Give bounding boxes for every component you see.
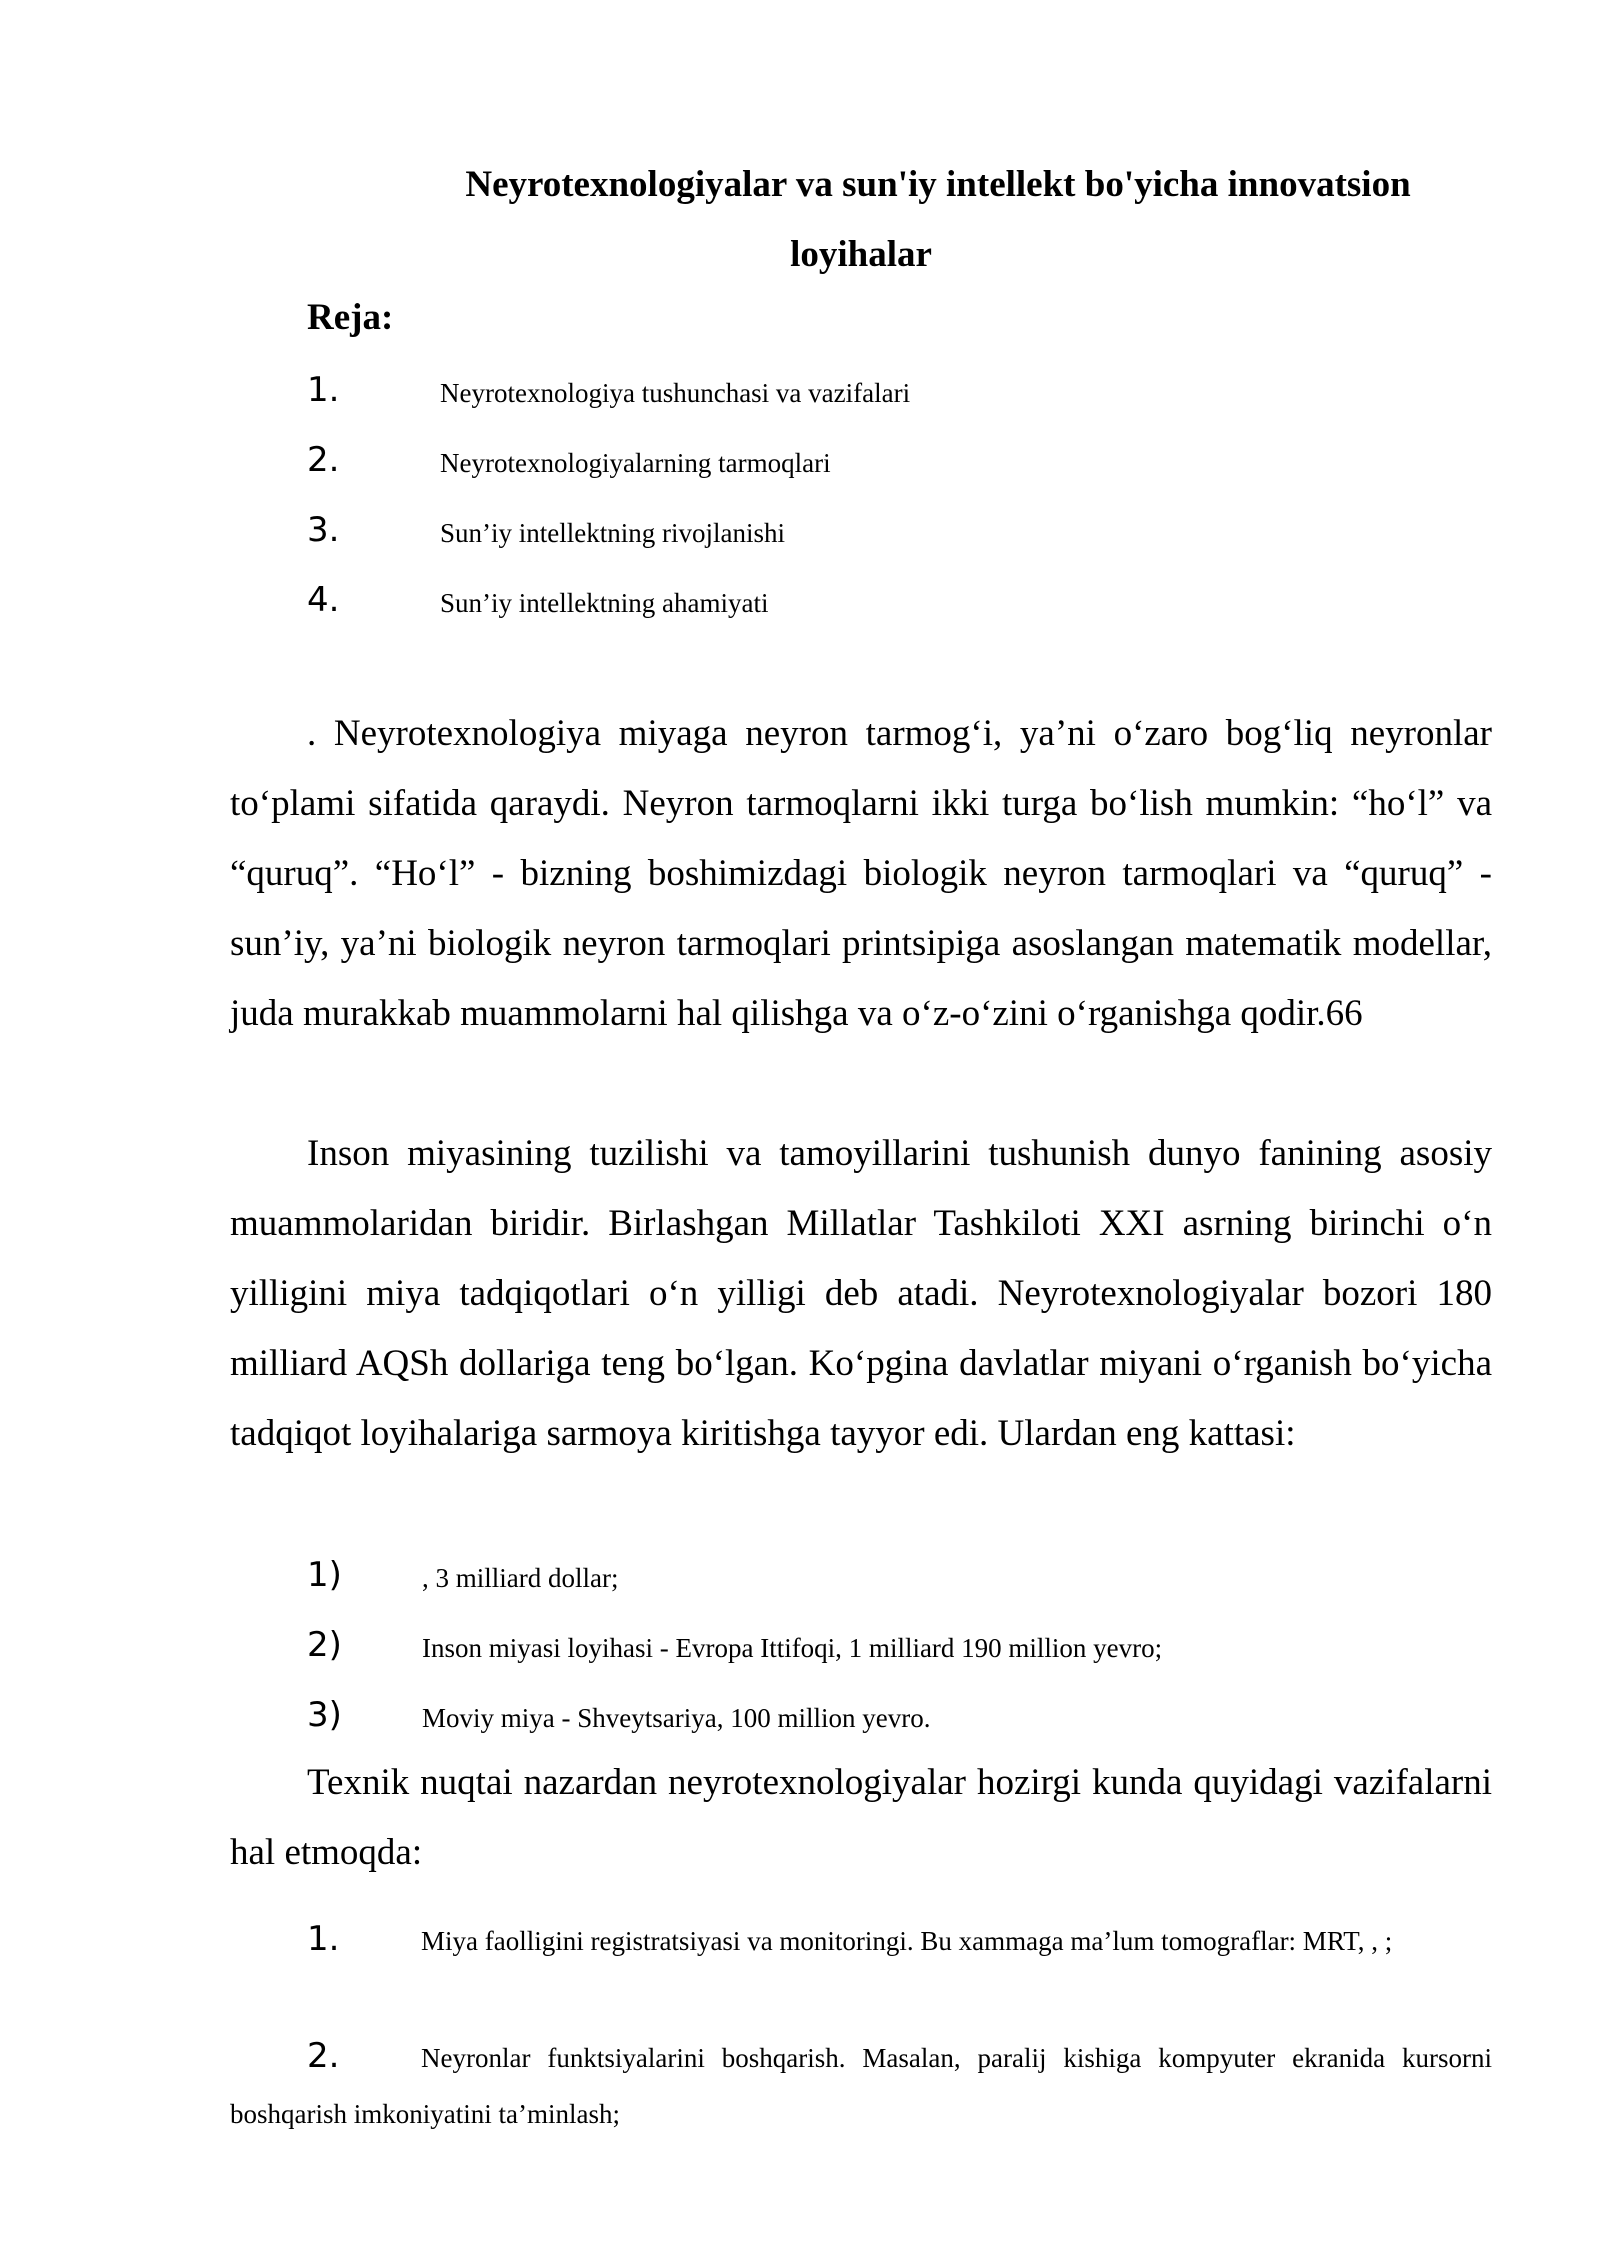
project-item <box>230 1555 1492 1625</box>
plan-item-number: 2. <box>307 440 340 480</box>
project-item-text: Inson miyasi loyihasi - Evropa Ittifoqi, 1 milliard 190 million yevro; <box>422 1633 1163 1663</box>
project-item-number: 3) <box>307 1695 342 1735</box>
plan-heading: Reja: <box>307 297 394 338</box>
plan-item-number: 3. <box>307 510 340 550</box>
project-item-text: , 3 milliard dollar; <box>422 1563 619 1593</box>
plan-item-text: Neyrotexnologiyalarning tarmoqlari <box>440 448 831 478</box>
project-item <box>230 1625 1492 1695</box>
document-title <box>230 150 1492 290</box>
plan-item-text: Neyrotexnologiya tushunchasi va vazifalari <box>440 378 911 408</box>
plan-item <box>230 370 1492 440</box>
plan-item-text: Sun’iy intellektning rivojlanishi <box>440 518 785 548</box>
plan-item <box>230 510 1492 580</box>
plan-item-number: 4. <box>307 580 340 620</box>
plan-item-text: Sun’iy intellektning ahamiyati <box>440 588 769 618</box>
title-line-2: loyihalar <box>790 234 932 275</box>
paragraph-1: . Neyrotexnologiya miyaga neyron tarmog‘i, ya’ni o‘zaro bog‘liq neyronlar to‘plami sifatida qaraydi. Neyron tarmoqlarni ikki turga bo‘lish mumkin: “ho‘l” va “quruq”. “Ho‘l” - bizning boshimizdagi biologik neyron tarmoqlari va “quruq” - sun’iy, ya’ni biologik neyron tarmoqlari printsipiga asoslangan matematik modellar, juda murakkab muammolarni hal qilishga va o‘z-o‘zini o‘rganishga qodir.66 <box>230 713 1492 1034</box>
title-line-1: Neyrotexnologiyalar va sun'iy intellekt bo'yicha innovatsion <box>465 164 1411 205</box>
task-item: 1. Miya faolligini registratsiyasi va monitoringi. Bu xammaga ma’lum tomograflar: MRT, , ; <box>307 1919 1393 1959</box>
project-item-number: 1) <box>307 1555 342 1595</box>
plan-item <box>230 580 1492 650</box>
plan-item <box>230 440 1492 510</box>
paragraph-2: Inson miyasining tuzilishi va tamoyillarini tushunish dunyo fanining asosiy muammolaridan biridir. Birlashgan Millatlar Tashkiloti XXI asrning birinchi o‘n yilligini miya tadqiqotlari o‘n yilligi deb atadi. Neyrotexnologiyalar bozori 180 milliard AQSh dollariga teng bo‘lgan. Ko‘pgina davlatlar miyani o‘rganish bo‘yicha tadqiqot loyihalariga sarmoya kiritishga tayyor edi. Ulardan eng kattasi: <box>230 1133 1492 1454</box>
task-item-text: Miya faolligini registratsiyasi va monitoringi. Bu xammaga ma’lum tomograflar: MRT, , ; <box>421 1926 1393 1956</box>
paragraph-3: Texnik nuqtai nazardan neyrotexnologiyalar hozirgi kunda quyidagi vazifalarni hal etmoqda: <box>230 1762 1492 1873</box>
project-item-number: 2) <box>307 1625 342 1665</box>
task-item: 2. Neyronlar funktsiyalarini boshqarish. Masalan, paralij kishiga kompyuter ekranida kursorni boshqarish imkoniyatini ta’minlash; <box>230 2036 1492 2129</box>
task-item-text: Neyronlar funktsiyalarini boshqarish. Masalan, paralij kishiga kompyuter ekranida kursorni boshqarish imkoniyatini ta’minlash; <box>230 2043 1492 2129</box>
project-item-text: Moviy miya - Shveytsariya, 100 million yevro. <box>422 1703 931 1733</box>
plan-item-number: 1. <box>307 370 340 410</box>
